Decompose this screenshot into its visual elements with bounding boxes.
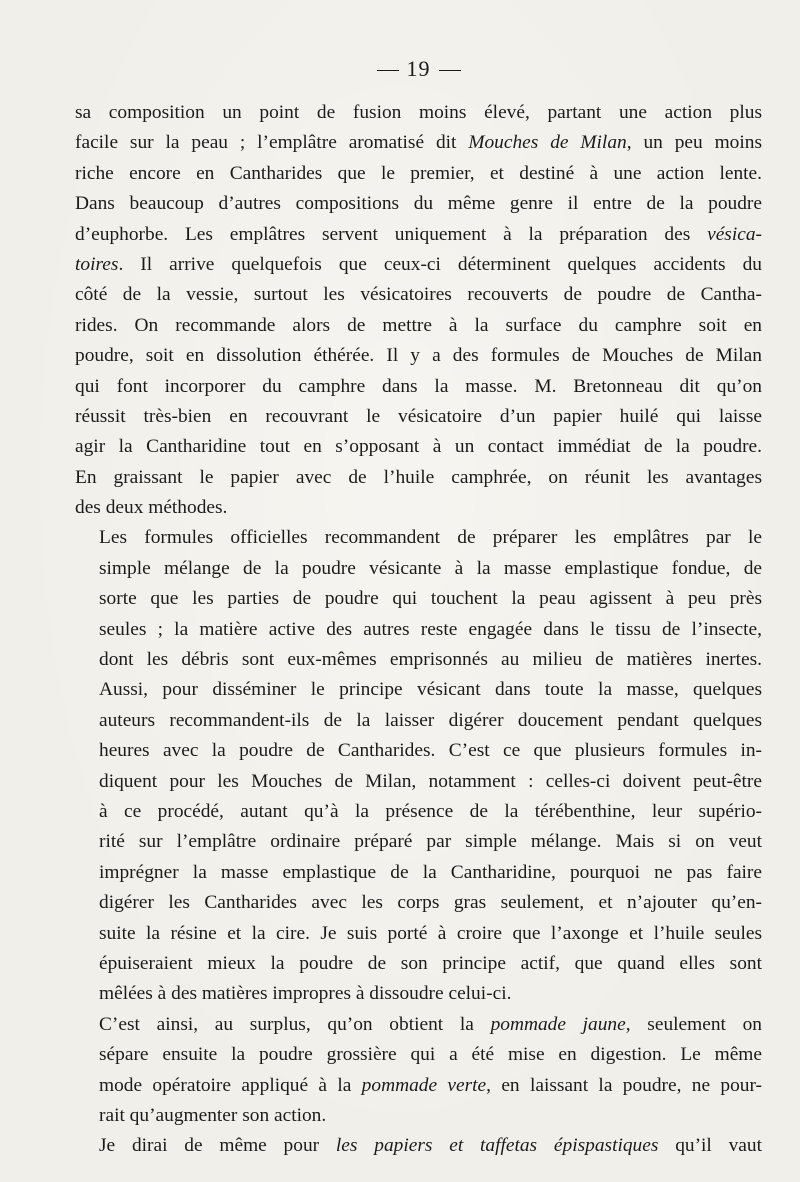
text-line (75, 159, 762, 189)
body-text (75, 98, 762, 1162)
text-line (75, 1071, 762, 1101)
text-run: seules ; la matière active des autres reste engagée dans le tissu de l’insecte, (99, 618, 762, 640)
page-number-value: 19 (406, 56, 431, 81)
text-line (75, 98, 762, 128)
italic-term: les papiers et taffetas épispastiques (335, 1135, 659, 1157)
text-run: qui font incorporer du camphre dans la masse. M. Bretonneau dit qu’on (75, 375, 762, 397)
text-line (75, 554, 762, 584)
text-line (75, 1040, 762, 1070)
text-run: sépare ensuite la poudre grossière qui a été mise en digestion. Le même (99, 1044, 762, 1066)
text-run: agir la Cantharidine tout en s’opposant à un contact immédiat de la poudre. (75, 436, 762, 458)
text-run: heures avec la poudre de Cantharides. C’est ce que plusieurs formules in- (99, 740, 762, 762)
text-line (75, 979, 762, 1009)
text-run: mode opératoire appliqué à la (99, 1074, 362, 1096)
text-line (75, 128, 762, 158)
text-line (75, 645, 762, 675)
text-run: facile sur la peau ; l’emplâtre aromatisé dit (75, 132, 469, 154)
text-line (75, 1010, 762, 1040)
text-line (75, 220, 762, 250)
text-line (75, 858, 762, 888)
text-line (75, 280, 762, 310)
text-line (75, 736, 762, 766)
text-run: Je dirai de même pour (99, 1135, 336, 1157)
text-run: qu’il vaut (658, 1135, 762, 1157)
page-number-left-dash (377, 70, 399, 71)
text-run: simple mélange de la poudre vésicante à la masse emplastique fondue, de (99, 557, 762, 579)
text-line (75, 1101, 762, 1131)
text-line (75, 949, 762, 979)
text-run: Aussi, pour disséminer le principe vésicant dans toute la masse, quelques (99, 679, 762, 701)
text-line (75, 372, 762, 402)
text-run: , en laissant la poudre, ne pour- (486, 1074, 763, 1096)
text-line (75, 919, 762, 949)
text-line (75, 402, 762, 432)
italic-term: pommade verte (361, 1074, 487, 1096)
text-line (75, 493, 762, 523)
text-run: diquent pour les Mouches de Milan, notamment : celles-ci doivent peut-être (99, 770, 762, 792)
text-line (75, 432, 762, 462)
paragraph-2 (75, 523, 762, 1009)
text-line (75, 189, 762, 219)
text-run: imprégner la masse emplastique de la Cantharidine, pourquoi ne pas faire (99, 861, 762, 883)
text-run: rides. On recommande alors de mettre à la surface du camphre soit en (75, 314, 762, 336)
paragraph-1 (75, 98, 762, 523)
text-run: Les formules officielles recommandent de préparer les emplâtres par le (99, 527, 762, 549)
text-line (75, 1131, 762, 1161)
text-run: En graissant le papier avec de l’huile camphrée, on réunit les avantages (75, 466, 762, 488)
text-line (75, 706, 762, 736)
text-line (75, 797, 762, 827)
text-run: rait qu’augmenter son action. (99, 1104, 327, 1126)
italic-term: Mouches de Milan (468, 132, 627, 154)
text-run: . Il arrive quelquefois que ceux-ci déterminent quelques accidents du (118, 253, 762, 275)
text-run: C’est ainsi, au surplus, qu’on obtient la (99, 1013, 491, 1035)
text-run: à ce procédé, autant qu’à la présence de la térébenthine, leur supério- (99, 800, 762, 822)
text-run: Dans beaucoup d’autres compositions du même genre il entre de la poudre (75, 193, 762, 215)
italic-term: toires (75, 253, 119, 275)
text-run: sa composition un point de fusion moins élevé, partant une action plus (75, 102, 762, 123)
text-run: épuiseraient mieux la poudre de son principe actif, que quand elles sont (99, 952, 762, 974)
text-line (75, 463, 762, 493)
text-line (75, 888, 762, 918)
paragraph-3 (75, 1010, 762, 1132)
text-run: riche encore en Cantharides que le premier, et destiné à une action lente. (75, 162, 762, 184)
text-run: mêlées à des matières impropres à dissoudre celui-ci. (99, 983, 512, 1005)
text-line (75, 615, 762, 645)
text-run: auteurs recommandent-ils de la laisser digérer doucement pendant quelques (99, 709, 762, 731)
text-run: , seulement on (625, 1013, 763, 1035)
paragraph-4 (75, 1131, 762, 1161)
page-number-right-dash (439, 70, 461, 71)
text-line (75, 523, 762, 553)
text-run: dont les débris sont eux-mêmes emprisonnés au milieu de matières inertes. (99, 649, 762, 671)
text-line (75, 827, 762, 857)
text-line (75, 341, 762, 371)
page-number (75, 54, 762, 84)
text-line (75, 311, 762, 341)
text-line (75, 584, 762, 614)
italic-term: pommade jaune (490, 1013, 626, 1035)
text-run: rité sur l’emplâtre ordinaire préparé par simple mélange. Mais si on veut (99, 831, 762, 853)
text-run: des deux méthodes. (75, 497, 228, 519)
text-line (75, 767, 762, 797)
text-run: suite la résine et la cire. Je suis porté à croire que l’axonge et l’huile seules (99, 922, 762, 944)
text-line (75, 250, 762, 280)
text-run: côté de la vessie, surtout les vésicatoires recouverts de poudre de Cantha- (75, 284, 762, 306)
text-run: , un peu moins (626, 132, 763, 154)
text-run: réussit très-bien en recouvrant le vésicatoire d’un papier huilé qui laisse (75, 405, 762, 427)
text-run: digérer les Cantharides avec les corps gras seulement, et n’ajouter qu’en- (99, 892, 762, 914)
text-line (75, 675, 762, 705)
text-run: sorte que les parties de poudre qui touchent la peau agissent à peu près (99, 588, 762, 610)
text-run: d’euphorbe. Les emplâtres servent uniquement à la préparation des (75, 223, 708, 245)
text-run: poudre, soit en dissolution éthérée. Il y a des formules de Mouches de Milan (75, 345, 762, 367)
italic-term: vésica- (707, 223, 762, 245)
